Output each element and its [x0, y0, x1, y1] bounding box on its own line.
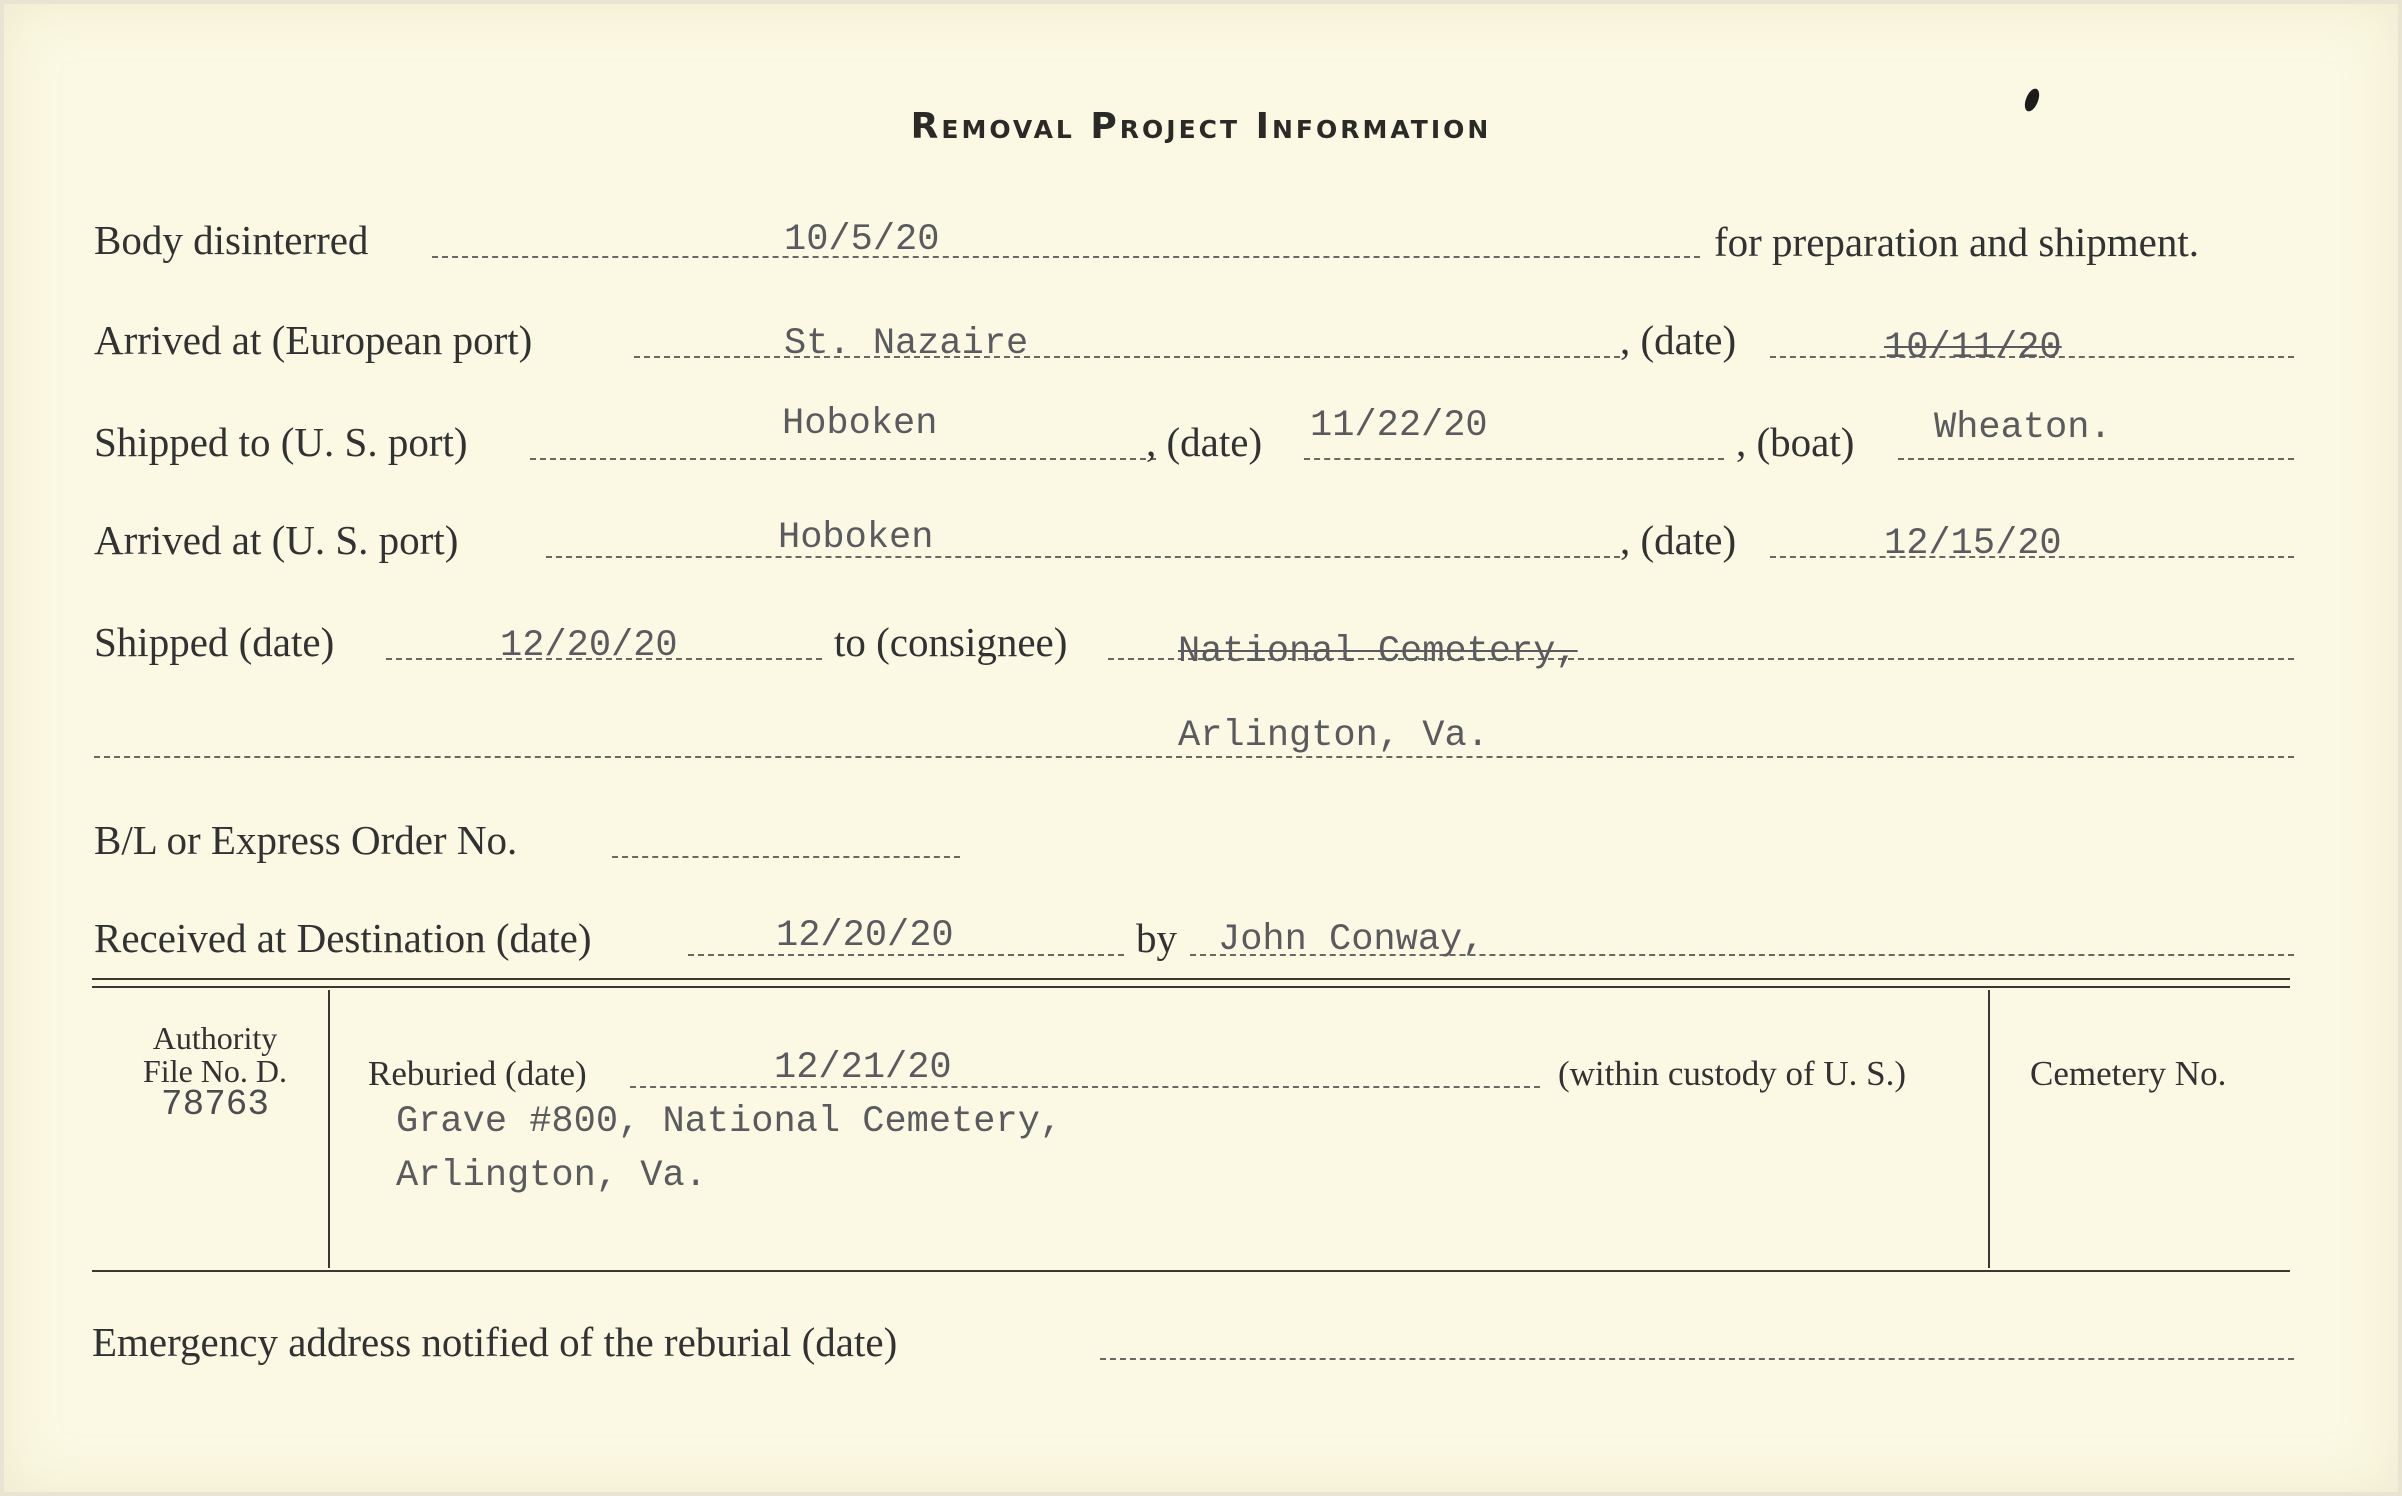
- body-disinterred-value: 10/5/20: [784, 219, 940, 261]
- shipped-us-date: 11/22/20: [1310, 405, 1488, 447]
- received-by-label: by: [1136, 915, 1177, 961]
- consignee-line2: Arlington, Va.: [1178, 715, 1489, 757]
- body-disinterred-suffix: for preparation and shipment.: [1714, 219, 2200, 265]
- arrived-us-port: Hoboken: [778, 517, 934, 559]
- box-top-rule-inner: [92, 986, 2290, 988]
- body-disinterred-line: [432, 256, 1700, 258]
- received-date: 12/20/20: [776, 915, 954, 957]
- grave-line1: Grave #800, National Cemetery,: [396, 1101, 1063, 1143]
- shipped-date-value: 12/20/20: [500, 625, 678, 667]
- consignee-line1: National Cemetery,: [1178, 631, 1578, 673]
- arrived-us-label: Arrived at (U. S. port): [94, 517, 459, 563]
- box-divider-right: [1988, 990, 1990, 1268]
- shipped-us-label: Shipped to (U. S. port): [94, 419, 468, 465]
- emergency-label: Emergency address notified of the reburial (date): [92, 1319, 898, 1365]
- received-by: John Conway,: [1218, 919, 1485, 961]
- emergency-line: [1100, 1358, 2294, 1360]
- arrived-european-line: [634, 356, 1620, 358]
- shipped-us-boat-label: , (boat): [1736, 419, 1855, 465]
- received-label: Received at Destination (date): [94, 915, 592, 961]
- consignee-label: to (consignee): [834, 619, 1068, 665]
- authority-line1: Authority: [152, 1020, 278, 1056]
- arrived-european-date-label: , (date): [1620, 317, 1737, 363]
- authority-line2: File No. D.: [143, 1053, 287, 1089]
- body-disinterred-label: Body disinterred: [94, 217, 369, 263]
- shipped-us-boat: Wheaton.: [1934, 407, 2112, 449]
- cemetery-no-label: Cemetery No.: [2030, 1054, 2227, 1093]
- grave-line2: Arlington, Va.: [396, 1155, 707, 1197]
- bl-order-line: [612, 856, 960, 858]
- arrived-us-line: [546, 556, 1620, 558]
- arrived-us-date-label: , (date): [1620, 517, 1737, 563]
- shipped-us-date-label: , (date): [1146, 419, 1263, 465]
- arrived-european-label: Arrived at (European port): [94, 317, 533, 363]
- shipped-us-port: Hoboken: [782, 403, 938, 445]
- reburied-label: Reburied (date): [368, 1054, 587, 1093]
- authority-block: [100, 1020, 330, 1125]
- shipped-date-label: Shipped (date): [94, 619, 335, 665]
- authority-number: 78763: [160, 1084, 270, 1125]
- arrived-us-date: 12/15/20: [1884, 523, 2062, 565]
- custody-label: (within custody of U. S.): [1558, 1054, 1907, 1093]
- box-top-rule: [92, 978, 2290, 980]
- card-title: Removal Project Information: [910, 106, 1492, 147]
- reburied-date: 12/21/20: [774, 1047, 952, 1089]
- reburied-date-line: [630, 1086, 1540, 1088]
- arrived-european-date: 10/11/20: [1884, 327, 2062, 369]
- arrived-european-port: St. Nazaire: [784, 323, 1029, 365]
- bl-order-label: B/L or Express Order No.: [94, 817, 518, 863]
